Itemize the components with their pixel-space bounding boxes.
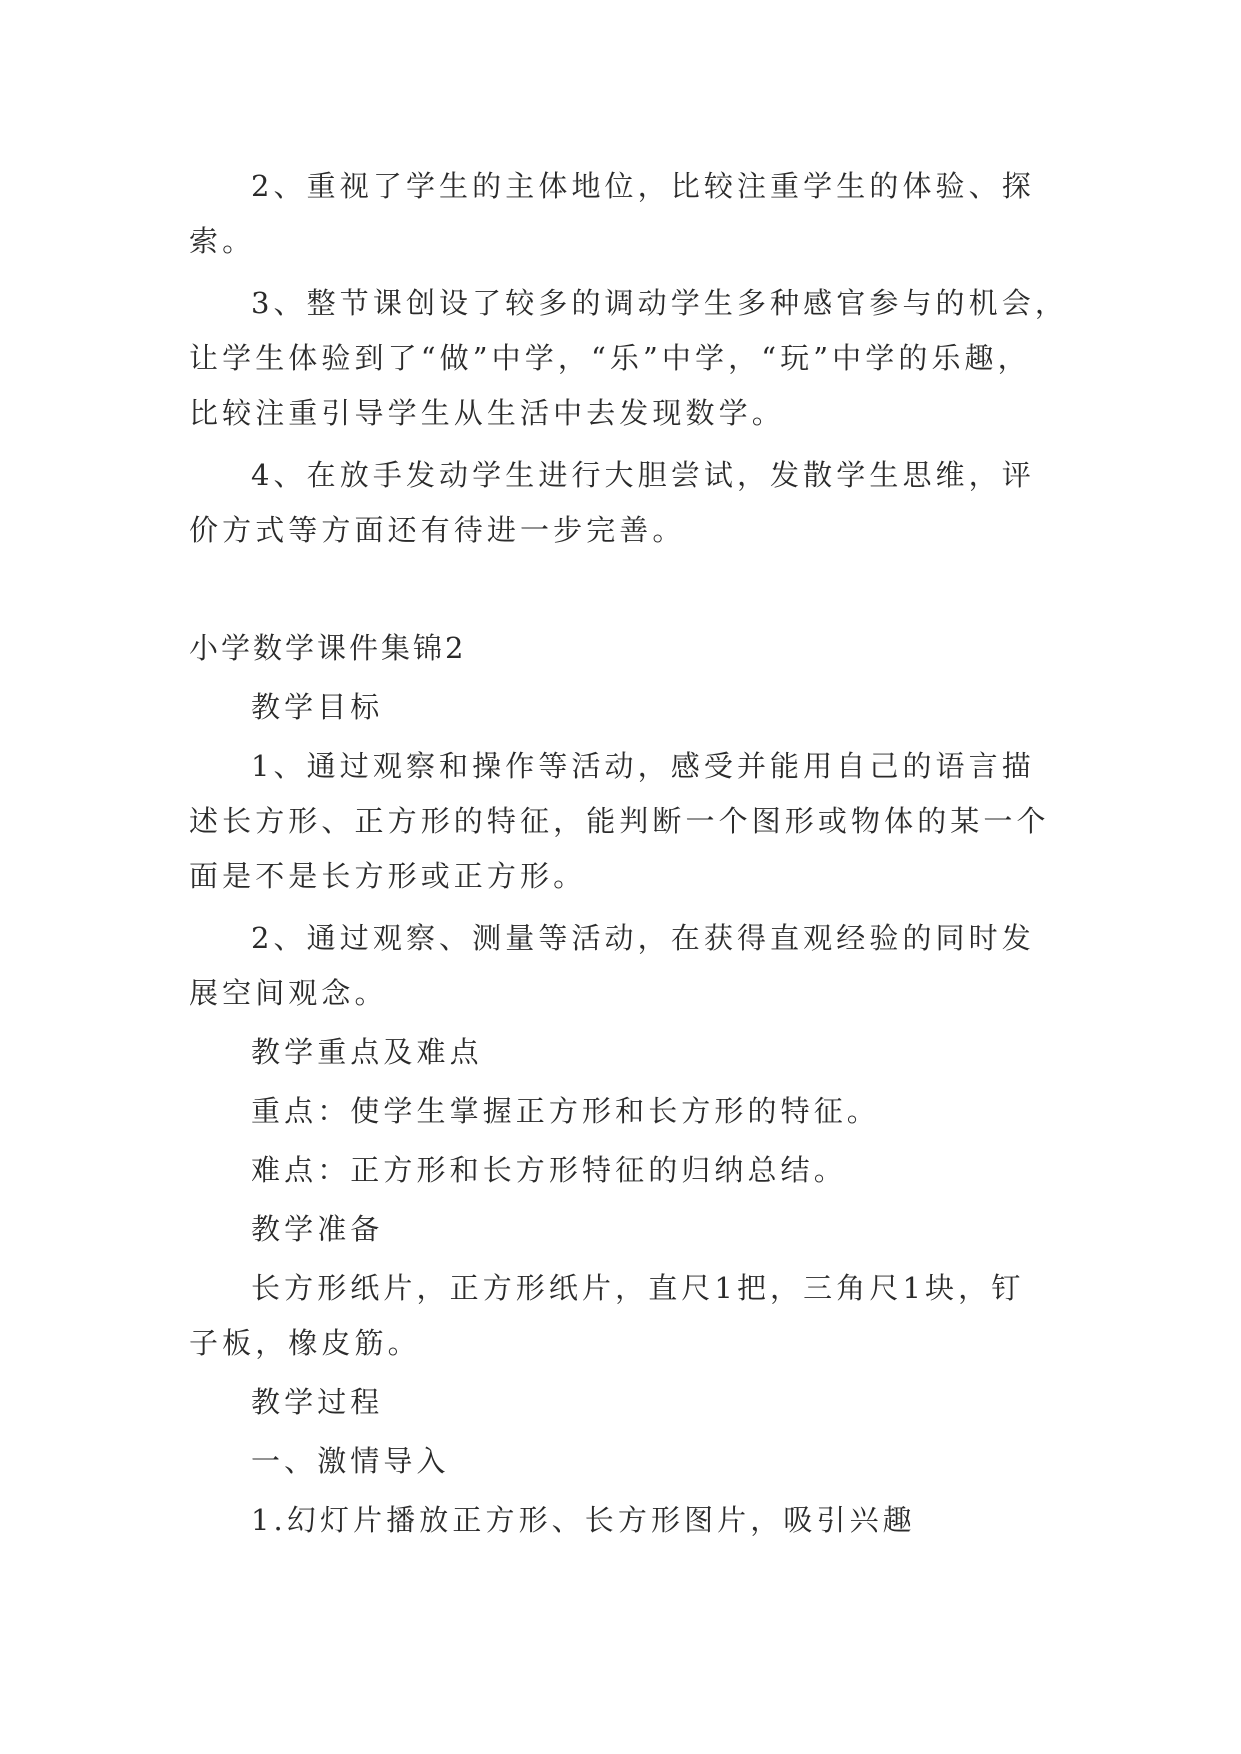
subheading: 教学目标	[251, 690, 384, 724]
paragraph-line: 面是不是长方形或正方形。	[189, 859, 587, 893]
paragraph-line: 2、通过观察、测量等活动，在获得直观经验的同时发	[251, 921, 1035, 955]
paragraph-line: 展空间观念。	[189, 976, 388, 1010]
subheading: 教学重点及难点	[251, 1035, 483, 1069]
paragraph-line: 难点：正方形和长方形特征的归纳总结。	[251, 1153, 847, 1187]
subheading: 教学过程	[251, 1385, 384, 1419]
section-title: 小学数学课件集锦2	[189, 631, 467, 665]
paragraph-line: 长方形纸片，正方形纸片，直尺1把，三角尺1块，钉	[251, 1271, 1025, 1305]
subheading: 一、激情导入	[251, 1444, 450, 1478]
paragraph-line: 4、在放手发动学生进行大胆尝试，发散学生思维，评	[251, 458, 1035, 492]
paragraph-line: 1.幻灯片播放正方形、长方形图片，吸引兴趣	[251, 1503, 916, 1537]
paragraph-line: 2、重视了学生的主体地位，比较注重学生的体验、探	[251, 169, 1035, 203]
paragraph-line: 让学生体验到了“做”中学，“乐”中学，“玩”中学的乐趣，	[189, 341, 1031, 375]
paragraph-line: 1、通过观察和操作等活动，感受并能用自己的语言描	[251, 749, 1035, 783]
paragraph-line: 3、整节课创设了较多的调动学生多种感官参与的机会，	[251, 286, 1068, 320]
paragraph-line: 子板，橡皮筋。	[189, 1326, 421, 1360]
subheading: 教学准备	[251, 1212, 384, 1246]
paragraph-line: 比较注重引导学生从生活中去发现数学。	[189, 396, 785, 430]
paragraph-line: 索。	[189, 224, 256, 258]
paragraph-line: 价方式等方面还有待进一步完善。	[189, 513, 686, 547]
paragraph-line: 述长方形、正方形的特征，能判断一个图形或物体的某一个	[189, 804, 1050, 838]
paragraph-line: 重点：使学生掌握正方形和长方形的特征。	[251, 1094, 880, 1128]
